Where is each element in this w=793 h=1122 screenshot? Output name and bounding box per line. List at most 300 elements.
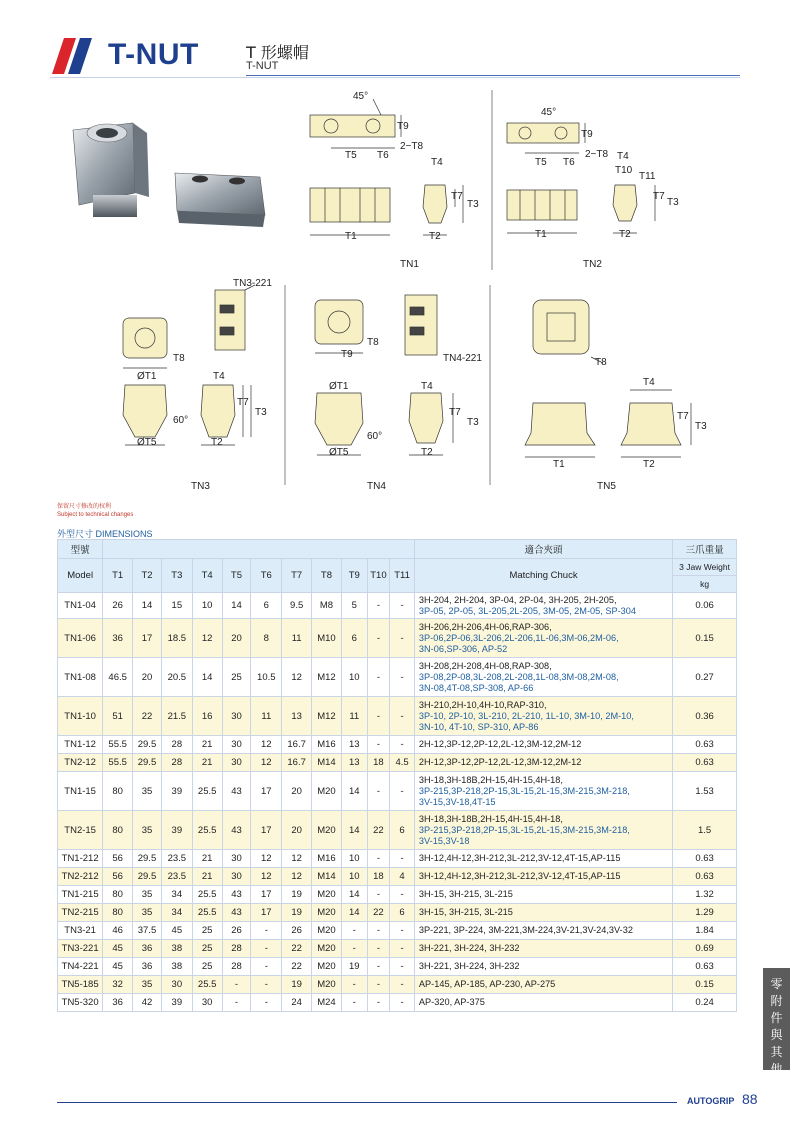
dimension-cell: - — [390, 994, 415, 1012]
dimension-cell: - — [390, 886, 415, 904]
label-tn3-t4: T4 — [213, 371, 225, 382]
label-tn2-t6: T6 — [563, 157, 575, 168]
weight-cell: 0.06 — [673, 593, 737, 619]
header-t10: T10 — [367, 559, 390, 593]
dimension-cell: 51 — [103, 697, 133, 736]
dimension-cell: - — [367, 940, 390, 958]
dimension-cell: 43 — [222, 904, 251, 922]
dimension-cell: 19 — [282, 886, 312, 904]
dimension-cell: M20 — [312, 976, 342, 994]
chuck-line: 3H-210,2H-10,4H-10,RAP-310, — [418, 699, 547, 710]
dimension-cell: 45 — [103, 940, 133, 958]
label-tn3-60deg: 60° — [173, 415, 189, 426]
dimension-cell: - — [251, 922, 282, 940]
weight-cell: 0.63 — [673, 958, 737, 976]
tn3-drawing — [123, 285, 255, 445]
table-row — [58, 850, 737, 868]
header-t5: T5 — [222, 559, 251, 593]
label-tn2-t3: T3 — [667, 197, 679, 208]
chuck-line: 3N-10, 4T-10, SP-310, AP-86 — [418, 721, 539, 732]
model-cell: TN2-15 — [58, 811, 103, 850]
dimension-cell: M10 — [312, 619, 342, 658]
dimension-cell: 29.5 — [133, 736, 162, 754]
dimension-cell: 34 — [161, 886, 192, 904]
label-tn1-t3: T3 — [467, 199, 479, 210]
label-tn2-45deg: 45° — [541, 107, 557, 118]
dimension-cell: 26 — [222, 922, 251, 940]
label-tn1-2t8: 2−T8 — [400, 141, 424, 152]
product-photo-flat-nut — [175, 173, 265, 227]
dimension-cell: 21 — [192, 736, 222, 754]
table-row — [58, 958, 737, 976]
dimension-cell: - — [251, 994, 282, 1012]
label-tn1-t2: T2 — [429, 231, 441, 242]
dimension-cell: 25.5 — [192, 811, 222, 850]
weight-cell: 1.32 — [673, 886, 737, 904]
label-tn4-t4: T4 — [421, 381, 433, 392]
weight-cell: 0.69 — [673, 940, 737, 958]
dimension-cell: - — [390, 697, 415, 736]
header-t8: T8 — [312, 559, 342, 593]
label-tn1-t7: T7 — [451, 191, 463, 202]
dimension-cell: 20 — [282, 772, 312, 811]
matching-chuck-cell — [414, 976, 672, 994]
dimension-cell: - — [390, 772, 415, 811]
label-tn4-t9: T9 — [341, 349, 353, 360]
model-cell: TN1-10 — [58, 697, 103, 736]
dimension-cell: M20 — [312, 904, 342, 922]
dimension-cell: 19 — [282, 904, 312, 922]
dimension-cell: 14 — [341, 886, 367, 904]
weight-cell: 0.63 — [673, 850, 737, 868]
dimension-cell: - — [367, 976, 390, 994]
dimension-cell: 21 — [192, 754, 222, 772]
matching-chuck-cell — [414, 958, 672, 976]
dimension-cell: 22 — [282, 958, 312, 976]
dimension-cell: 13 — [341, 754, 367, 772]
dimension-cell: 5 — [341, 593, 367, 619]
chuck-line: 3H-15, 3H-215, 3L-215 — [418, 889, 513, 899]
weight-cell: 1.84 — [673, 922, 737, 940]
dimension-cell: M12 — [312, 658, 342, 697]
dimensions-section-label: 外型尺寸 DIMENSIONS — [57, 529, 153, 539]
dimension-cell: 43 — [222, 811, 251, 850]
dimension-cell: 16 — [192, 697, 222, 736]
header-t11: T11 — [390, 559, 415, 593]
header-chuck-en: Matching Chuck — [414, 559, 672, 593]
dimensions-table-body — [58, 593, 737, 1012]
chuck-line: 3H-206,2H-206,4H-06,RAP-306, — [418, 621, 552, 632]
dimension-cell: 30 — [222, 736, 251, 754]
label-tn2-t11: T11 — [639, 171, 656, 182]
chuck-line: 3P-06,2P-06,3L-206,2L-206,1L-06,3M-06,2M-06, — [418, 632, 619, 643]
dimension-cell: 39 — [161, 772, 192, 811]
dimension-cell: 11 — [341, 697, 367, 736]
dimension-cell: 36 — [133, 958, 162, 976]
matching-chuck-cell — [414, 736, 672, 754]
table-row — [58, 811, 737, 850]
header-divider — [246, 75, 740, 76]
header-t2: T2 — [133, 559, 162, 593]
dimension-cell: 30 — [161, 976, 192, 994]
technical-note-en: Subject to technical changes — [57, 512, 134, 518]
dimension-cell: 20 — [133, 658, 162, 697]
header-t3: T3 — [161, 559, 192, 593]
dimension-cell: - — [367, 922, 390, 940]
dimension-cell: 38 — [161, 940, 192, 958]
chuck-line: 3N-06,SP-306, AP-52 — [418, 643, 508, 654]
dimension-cell: 6 — [251, 593, 282, 619]
dimension-cell: 23.5 — [161, 850, 192, 868]
table-row — [58, 940, 737, 958]
label-tn1-t4: T4 — [431, 157, 443, 168]
chuck-line: 3H-221, 3H-224, 3H-232 — [418, 943, 520, 953]
weight-cell: 1.53 — [673, 772, 737, 811]
dimension-cell: M20 — [312, 958, 342, 976]
dimension-cell: 45 — [161, 922, 192, 940]
dimension-cell: 13 — [282, 697, 312, 736]
dimension-cell: M20 — [312, 922, 342, 940]
matching-chuck-cell — [414, 886, 672, 904]
dimension-cell: - — [390, 958, 415, 976]
matching-chuck-cell — [414, 994, 672, 1012]
dimension-cell: 14 — [222, 593, 251, 619]
model-cell: TN1-04 — [58, 593, 103, 619]
model-cell: TN2-212 — [58, 868, 103, 886]
label-tn1-t9: T9 — [397, 121, 409, 132]
dimension-cell: 22 — [282, 940, 312, 958]
dimension-cell: 10 — [192, 593, 222, 619]
weight-cell: 0.15 — [673, 976, 737, 994]
dimension-cell: - — [390, 976, 415, 994]
dimension-cell: 32 — [103, 976, 133, 994]
dimension-cell: 6 — [390, 811, 415, 850]
dimension-cell: 80 — [103, 904, 133, 922]
dimension-cell: 14 — [341, 772, 367, 811]
label-tn1-t6: T6 — [377, 150, 389, 161]
dimension-cell: 26 — [282, 922, 312, 940]
header-weight-unit: kg — [673, 576, 737, 593]
model-cell: TN1-15 — [58, 772, 103, 811]
label-tn3-ot1: ØT1 — [137, 371, 157, 382]
dimension-cell: 25 — [192, 940, 222, 958]
label-tn4-ot5: ØT5 — [329, 447, 349, 458]
dimension-cell: 21.5 — [161, 697, 192, 736]
tn2-top-view — [507, 123, 585, 153]
dimension-cell: 12 — [251, 736, 282, 754]
dimension-cell: M16 — [312, 850, 342, 868]
label-tn1: TN1 — [400, 259, 419, 270]
dimension-cell: - — [367, 886, 390, 904]
model-cell: TN5-185 — [58, 976, 103, 994]
dimension-cell: 21 — [192, 850, 222, 868]
dimension-cell: M14 — [312, 754, 342, 772]
dimension-cell: 25.5 — [192, 976, 222, 994]
label-tn1-t5: T5 — [345, 150, 357, 161]
dimension-cell: 46.5 — [103, 658, 133, 697]
dimension-cell: M14 — [312, 868, 342, 886]
table-row — [58, 994, 737, 1012]
dimension-cell: 25.5 — [192, 904, 222, 922]
label-tn2-t4: T4 — [617, 151, 629, 162]
chuck-line: 3P-215,3P-218,2P-15,3L-15,2L-15,3M-215,3M-218, — [418, 824, 630, 835]
page-title-cn: T 形螺帽 — [246, 43, 309, 62]
dimensions-table — [57, 539, 737, 1012]
label-tn2-t5: T5 — [535, 157, 547, 168]
label-tn4-ot1: ØT1 — [329, 381, 349, 392]
model-cell: TN2-12 — [58, 754, 103, 772]
weight-cell: 0.63 — [673, 754, 737, 772]
dimension-cell: 45 — [103, 958, 133, 976]
page-title-en: T-NUT — [246, 60, 279, 72]
dimension-cell: 39 — [161, 994, 192, 1012]
footer-brand: AUTOGRIP — [687, 1096, 735, 1106]
brand-logo-icon — [50, 36, 102, 76]
matching-chuck-cell — [414, 940, 672, 958]
dimension-cell: 8 — [251, 619, 282, 658]
technical-note-cn: 保留尺寸修改的权利 — [57, 504, 112, 510]
chuck-line: 3H-15, 3H-215, 3L-215 — [418, 907, 513, 917]
dimension-cell: 14 — [341, 811, 367, 850]
dimension-cell: 16.7 — [282, 754, 312, 772]
dimension-cell: 16.7 — [282, 736, 312, 754]
dimension-cell: 12 — [282, 850, 312, 868]
table-row — [58, 886, 737, 904]
dimension-cell: M20 — [312, 886, 342, 904]
dimension-cell: - — [367, 658, 390, 697]
label-tn3: TN3 — [191, 481, 210, 492]
label-tn5-t8: T8 — [595, 357, 607, 368]
table-row — [58, 754, 737, 772]
dimension-cell: 56 — [103, 850, 133, 868]
dimension-cell: 19 — [282, 976, 312, 994]
dimension-cell: 10 — [341, 850, 367, 868]
dimension-cell: - — [390, 619, 415, 658]
chuck-line: 3H-12,4H-12,3H-212,3L-212,3V-12,4T-15,AP-115 — [418, 871, 621, 881]
weight-cell: 0.27 — [673, 658, 737, 697]
dimension-cell: 25 — [222, 658, 251, 697]
model-cell: TN1-12 — [58, 736, 103, 754]
label-tn3-t8: T8 — [173, 353, 185, 364]
dimension-cell: 43 — [222, 772, 251, 811]
dimension-cell: 14 — [341, 904, 367, 922]
model-cell: TN1-212 — [58, 850, 103, 868]
dimension-cell: - — [251, 958, 282, 976]
matching-chuck-cell — [414, 593, 672, 619]
label-tn4-t7: T7 — [449, 407, 461, 418]
dimension-cell: 30 — [192, 994, 222, 1012]
dimension-cell: 56 — [103, 868, 133, 886]
chuck-line: 3P-221, 3P-224, 3M-221,3M-224,3V-21,3V-24,3V-32 — [418, 925, 633, 935]
dimension-cell: - — [341, 976, 367, 994]
dimension-cell: 14 — [192, 658, 222, 697]
label-tn4-t3: T3 — [467, 417, 479, 428]
tn2-front-view — [507, 185, 655, 233]
dimension-cell: 80 — [103, 811, 133, 850]
dimension-cell: 15 — [161, 593, 192, 619]
dimension-cell: - — [367, 619, 390, 658]
dimension-cell: - — [367, 772, 390, 811]
matching-chuck-cell — [414, 904, 672, 922]
dimension-cell: 12 — [282, 658, 312, 697]
label-tn2-2t8: 2−T8 — [585, 149, 609, 160]
dimension-cell: M20 — [312, 940, 342, 958]
technical-note — [57, 503, 133, 519]
dimension-cell: - — [390, 940, 415, 958]
header-t4: T4 — [192, 559, 222, 593]
dimension-cell: 28 — [161, 754, 192, 772]
table-row — [58, 697, 737, 736]
dimension-cell: - — [367, 850, 390, 868]
technical-drawings — [55, 85, 745, 505]
dimension-cell: 17 — [251, 904, 282, 922]
brand-title: T-NUT — [108, 38, 199, 71]
dimension-cell: 22 — [367, 904, 390, 922]
matching-chuck-cell — [414, 658, 672, 697]
header-t7: T7 — [282, 559, 312, 593]
dimension-cell: 18 — [367, 868, 390, 886]
model-cell: TN5-320 — [58, 994, 103, 1012]
model-cell: TN3-21 — [58, 922, 103, 940]
matching-chuck-cell — [414, 811, 672, 850]
matching-chuck-cell — [414, 850, 672, 868]
side-category-tab[interactable] — [763, 968, 790, 1076]
label-tn3-t2: T2 — [211, 437, 223, 448]
chuck-line: 3H-18,3H-18B,2H-15,4H-15,4H-18, — [418, 813, 563, 824]
dimension-cell: 24 — [282, 994, 312, 1012]
dimension-cell: - — [251, 976, 282, 994]
chuck-line: 3P-05, 2P-05, 3L-205,2L-205, 3M-05, 2M-05, SP-304 — [418, 605, 636, 616]
table-row — [58, 904, 737, 922]
chuck-line: 3H-12,4H-12,3H-212,3L-212,3V-12,4T-15,AP-115 — [418, 853, 621, 863]
dimension-cell: 39 — [161, 811, 192, 850]
dimension-cell: 29.5 — [133, 868, 162, 886]
dimension-cell: 11 — [282, 619, 312, 658]
table-row — [58, 593, 737, 619]
dimension-cell: - — [367, 736, 390, 754]
matching-chuck-cell — [414, 754, 672, 772]
dimension-cell: 17 — [133, 619, 162, 658]
dimension-cell: 36 — [103, 994, 133, 1012]
weight-cell: 0.24 — [673, 994, 737, 1012]
dimension-cell: 25.5 — [192, 772, 222, 811]
dimension-cell: - — [341, 940, 367, 958]
label-tn5-t2: T2 — [643, 459, 655, 470]
dimension-cell: 29.5 — [133, 850, 162, 868]
chuck-line: 3P-10, 2P-10, 3L-210, 2L-210, 1L-10, 3M-10, 2M-10, — [418, 710, 634, 721]
footer-rule — [57, 1102, 677, 1103]
model-cell: TN3-221 — [58, 940, 103, 958]
chuck-line: 3H-18,3H-18B,2H-15,4H-15,4H-18, — [418, 774, 563, 785]
header-t9: T9 — [341, 559, 367, 593]
label-tn1-t1: T1 — [345, 231, 357, 242]
label-tn5-t4: T4 — [643, 377, 655, 388]
page-header — [50, 28, 740, 78]
dimension-cell: 37.5 — [133, 922, 162, 940]
tn4-drawing — [315, 295, 453, 455]
dimension-cell: - — [390, 922, 415, 940]
label-tn4: TN4 — [367, 481, 386, 492]
header-divider-light — [50, 77, 740, 78]
dimension-cell: 28 — [222, 940, 251, 958]
dimension-cell: 10 — [341, 658, 367, 697]
chuck-line: 3V-15,3V-18,4T-15 — [418, 796, 496, 807]
dimension-cell: 35 — [133, 772, 162, 811]
dimension-cell: 30 — [222, 754, 251, 772]
label-tn1-45deg: 45° — [353, 91, 369, 102]
dimension-cell: 36 — [103, 619, 133, 658]
dimension-cell: - — [341, 994, 367, 1012]
dimension-cell: 17 — [251, 772, 282, 811]
table-row — [58, 772, 737, 811]
table-row — [58, 658, 737, 697]
dimension-cell: - — [251, 940, 282, 958]
dimension-cell: 42 — [133, 994, 162, 1012]
dimension-cell: 43 — [222, 886, 251, 904]
dimension-cell: 38 — [161, 958, 192, 976]
weight-cell: 0.15 — [673, 619, 737, 658]
label-tn5-t3: T3 — [695, 421, 707, 432]
dimension-cell: 18 — [367, 754, 390, 772]
label-tn2-t10: T10 — [615, 165, 633, 176]
dimension-cell: 9.5 — [282, 593, 312, 619]
dimension-cell: 55.5 — [103, 754, 133, 772]
dimension-cell: M20 — [312, 772, 342, 811]
dimension-cell: M8 — [312, 593, 342, 619]
table-row — [58, 619, 737, 658]
page-footer — [57, 1091, 758, 1112]
header-dimensions-blank — [103, 540, 415, 559]
dimension-cell: - — [390, 593, 415, 619]
label-tn2-t1: T1 — [535, 229, 547, 240]
tn1-top-view — [310, 99, 401, 148]
dimension-cell: - — [341, 922, 367, 940]
matching-chuck-cell — [414, 772, 672, 811]
model-cell: TN1-215 — [58, 886, 103, 904]
header-t1: T1 — [103, 559, 133, 593]
label-tn4-221: TN4-221 — [443, 353, 482, 364]
chuck-line: AP-320, AP-375 — [418, 997, 485, 1007]
label-tn2: TN2 — [583, 259, 602, 270]
dimension-cell: 34 — [161, 904, 192, 922]
dimension-cell: 4 — [390, 868, 415, 886]
chuck-line: 3P-215,3P-218,2P-15,3L-15,2L-15,3M-215,3M-218, — [418, 785, 630, 796]
dimension-cell: 12 — [251, 754, 282, 772]
dimension-cell: - — [390, 736, 415, 754]
dimension-cell: 12 — [251, 868, 282, 886]
header-weight-en: 3 Jaw Weight — [673, 559, 737, 576]
dimension-cell: M12 — [312, 697, 342, 736]
dimension-cell: 21 — [192, 868, 222, 886]
dimension-cell: 26 — [103, 593, 133, 619]
label-tn4-t8: T8 — [367, 337, 379, 348]
dimension-cell: 35 — [133, 811, 162, 850]
dimension-cell: 55.5 — [103, 736, 133, 754]
dimension-cell: - — [367, 593, 390, 619]
dimension-cell: 19 — [341, 958, 367, 976]
chuck-line: 3P-08,2P-08,3L-208,2L-208,1L-08,3M-08,2M-08, — [418, 671, 619, 682]
chuck-line: 3H-204, 2H-204, 3P-04, 2P-04, 3H-205, 2H-205, — [418, 594, 617, 605]
dimension-cell: 20 — [222, 619, 251, 658]
label-tn4-60deg: 60° — [367, 431, 383, 442]
weight-cell: 0.63 — [673, 868, 737, 886]
dimension-cell: 35 — [133, 904, 162, 922]
weight-cell: 0.63 — [673, 736, 737, 754]
chuck-line: 3N-08,4T-08,SP-308, AP-66 — [418, 682, 534, 693]
dimension-cell: M24 — [312, 994, 342, 1012]
dimension-cell: - — [367, 958, 390, 976]
tn5-drawing — [525, 300, 691, 457]
